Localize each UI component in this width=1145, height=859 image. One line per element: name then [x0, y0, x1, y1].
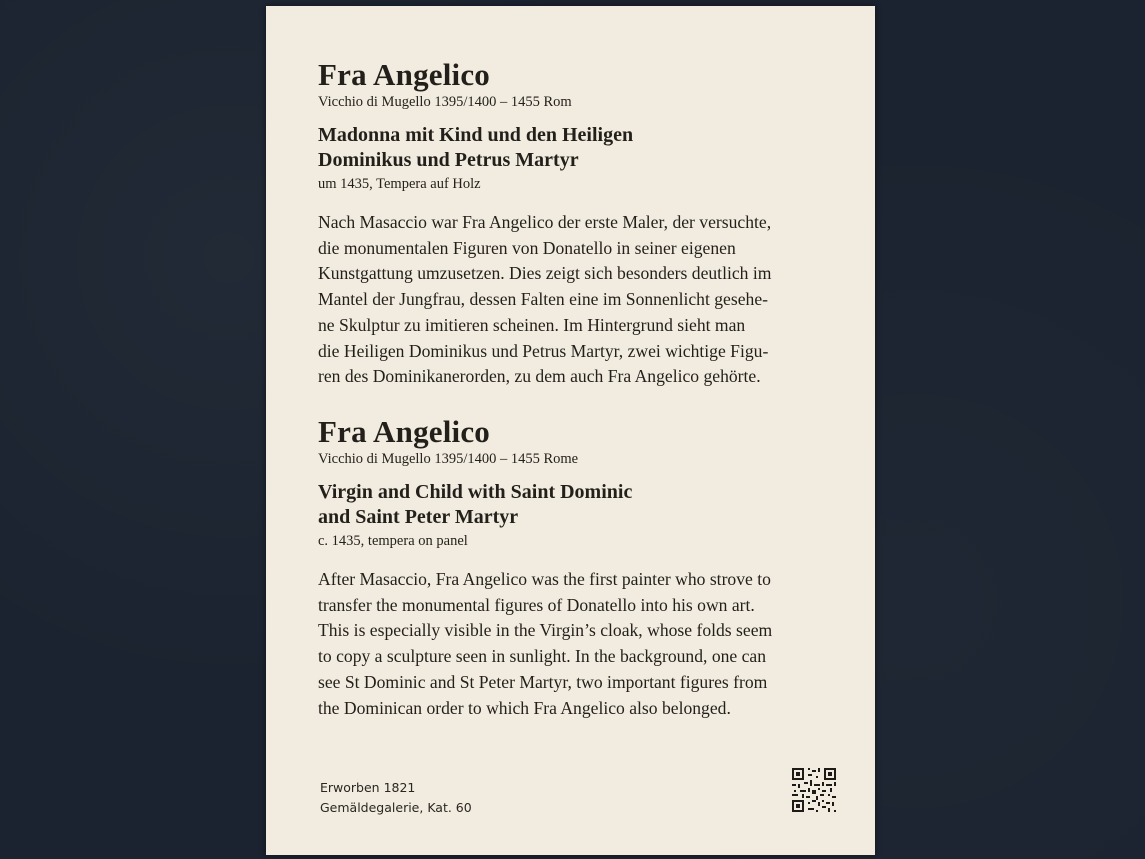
artwork-title-en-line: and Saint Peter Martyr — [318, 506, 519, 528]
label-footer — [320, 778, 472, 818]
description-de-line: die Heiligen Dominikus und Petrus Martyr, zwei wichtige Figu- — [318, 340, 769, 361]
description-de-line: ne Skulptur zu imitieren scheinen. Im Hintergrund sieht man — [318, 314, 746, 335]
description-de-line: Mantel der Jungfrau, dessen Falten eine im Sonnenlicht gesehe- — [318, 289, 768, 310]
description-de — [318, 210, 838, 390]
description-de-line: die monumentalen Figuren von Donatello in seiner eigenen — [318, 237, 736, 258]
german-section — [318, 58, 838, 390]
artwork-meta-de: um 1435, Tempera auf Holz — [318, 176, 481, 192]
artwork-meta-en: c. 1435, tempera on panel — [318, 533, 468, 549]
artwork-title-de — [318, 123, 718, 173]
artist-life-en: Vicchio di Mugello 1395/1400 – 1455 Rome — [318, 451, 579, 467]
description-en-line: After Masaccio, Fra Angelico was the first painter who strove to — [318, 569, 771, 589]
artist-name-en: Fra Angelico — [318, 414, 491, 449]
description-de-line: ren des Dominikanerorden, zu dem auch Fra Angelico gehörte. — [318, 366, 761, 387]
qr-code-icon[interactable] — [790, 766, 838, 814]
description-en — [318, 567, 838, 721]
description-en-line: to copy a sculpture seen in sunlight. In the background, one can — [318, 646, 767, 667]
english-section — [318, 415, 838, 721]
collection-catalog-number: Gemäldegalerie, Kat. 60 — [320, 800, 472, 815]
artwork-title-de-line: Madonna mit Kind und den Heiligen — [318, 124, 634, 146]
artwork-title-en-line: Virgin and Child with Saint Dominic — [318, 481, 633, 503]
description-en-line: transfer the monumental figures of Donatello into his own art. — [318, 594, 755, 615]
description-de-line: Nach Masaccio war Fra Angelico der erste Maler, der versuchte, — [318, 212, 772, 232]
description-en-line: the Dominican order to which Fra Angelico also belonged. — [318, 697, 731, 718]
artwork-title-de-line: Dominikus und Petrus Martyr — [318, 149, 579, 171]
description-en-line: This is especially visible in the Virgin’s cloak, whose folds seem — [318, 620, 773, 641]
description-de-line: Kunstgattung umzusetzen. Dies zeigt sich besonders deutlich im — [318, 263, 772, 284]
artwork-title-en — [318, 480, 718, 530]
museum-label-card — [266, 6, 875, 855]
artist-life-de: Vicchio di Mugello 1395/1400 – 1455 Rom — [318, 94, 572, 110]
artist-name-de: Fra Angelico — [318, 57, 491, 92]
description-en-line: see St Dominic and St Peter Martyr, two important figures from — [318, 671, 768, 692]
acquisition-note: Erworben 1821 — [320, 780, 416, 795]
